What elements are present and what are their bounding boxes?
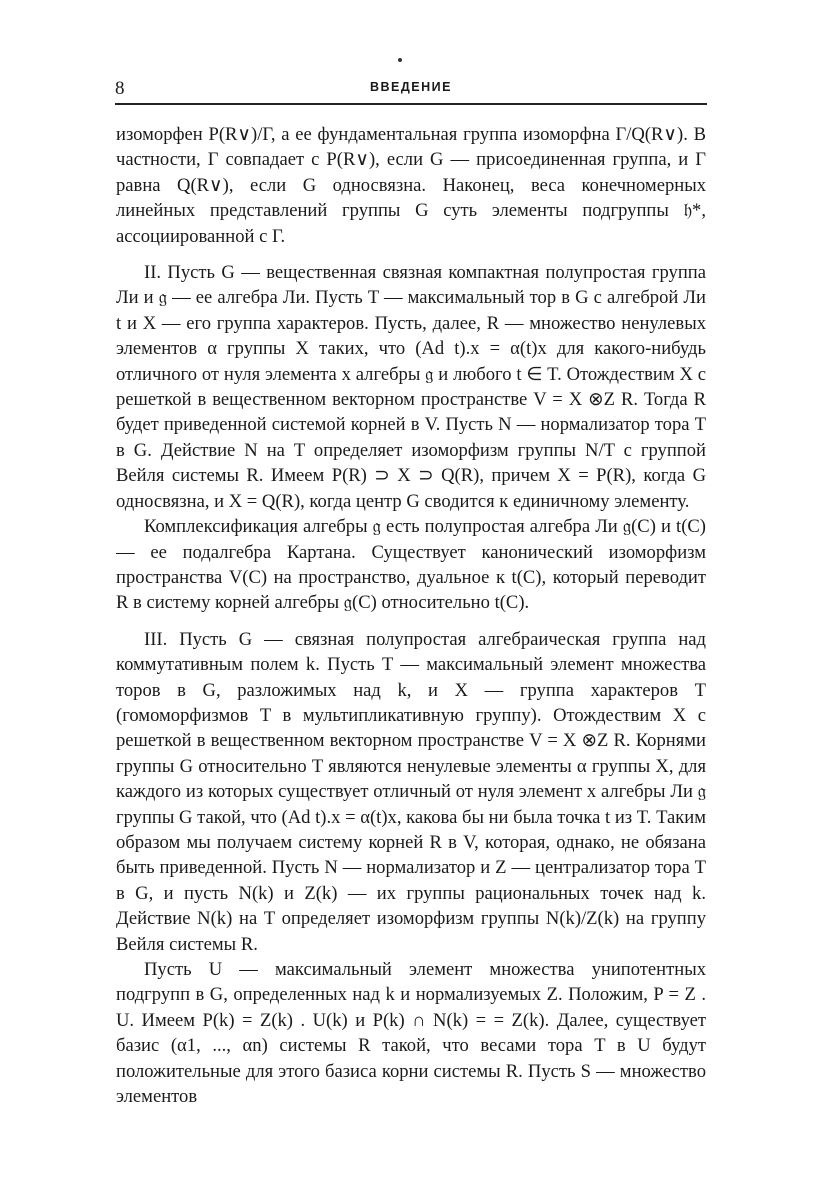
paragraph: II. Пусть G — вещественная связная компактная полупростая группа Ли и 𝔤 — ее алгебра Ли. Пусть T — максимальный тор в G с алгеброй Ли t и X — его группа характеров. Пусть, далее, R — множество ненулевых элементов α группы X таких, что (Ad t).x = α(t)x для какого-нибудь отличного от нуля элемента x алгебры 𝔤 и любого t ∈ T. Отождествим X с решеткой в вещественном векторном пространстве V = X ⊗Z R. Тогда R будет приведенной системой корней в V. Пусть N — нормализатор тора T в G. Действие N на T определяет изоморфизм группы N/T с группой Вейля системы R. Имеем P(R) ⊃ X ⊃ Q(R), причем X = P(R), когда G односвязна, и X = Q(R), когда центр G сводится к единичному элементу. (116, 262, 706, 512)
running-title: ВВЕДЕНИЕ (370, 80, 452, 94)
paragraph: Комплексификация алгебры 𝔤 есть полупростая алгебра Ли 𝔤(C) и t(C) — ее подалгебра Картана. Существует канонический изоморфизм пространства V(C) на пространство, дуальное к t(C), который переводит R в систему корней алгебры 𝔤(C) относительно t(C). (116, 516, 706, 614)
page-header (115, 76, 707, 100)
header-rule (115, 103, 707, 105)
paragraph: Пусть U — максимальный элемент множества унипотентных подгрупп в G, определенных над k и нормализуемых Z. Положим, P = Z . U. Имеем P(k) = Z(k) . U(k) и P(k) ∩ N(k) = = Z(k). Далее, существует базис (α1, ..., αn) системы R такой, что весами тора T в U будут положительные для этого базиса корни системы R. Пусть S — множество элементов (116, 959, 706, 1108)
paragraph: III. Пусть G — связная полупростая алгебраическая группа над коммутативным полем k. Пусть T — максимальный элемент множества торов в G, разложимых над k, и X — группа характеров T (гомоморфизмов T в мультипликативную группу). Отождествим X с решеткой в вещественном векторном пространстве V = X ⊗Z R. Корнями группы G относительно T являются ненулевые элементы α группы X, для каждого из которых существует отличный от нуля элемент x алгебры Ли 𝔤 группы G такой, что (Ad t).x = α(t)x, какова бы ни была точка t из T. Таким образом мы получаем систему корней R в V, которая, однако, не обязана быть приведенной. Пусть N — нормализатор и Z — централизатор тора T в G, и пусть N(k) и Z(k) — их группы рациональных точек над k. Действие N(k) на T определяет изоморфизм группы N(k)/Z(k) на группу Вейля системы R. (116, 628, 706, 955)
top-dot-mark (398, 58, 402, 62)
page-number: 8 (115, 78, 125, 99)
body-text (116, 122, 706, 1109)
paragraph: изоморфен P(R∨)/Γ, а ее фундаментальная группа изоморфна Γ/Q(R∨). В частности, Γ совпадает с P(R∨), если G — присоединенная группа, и Γ равна Q(R∨), если G односвязна. Наконец, веса конечномерных линейных представлений группы G суть элементы подгруппы 𝔥*, ассоциированной с Γ. (116, 124, 706, 247)
